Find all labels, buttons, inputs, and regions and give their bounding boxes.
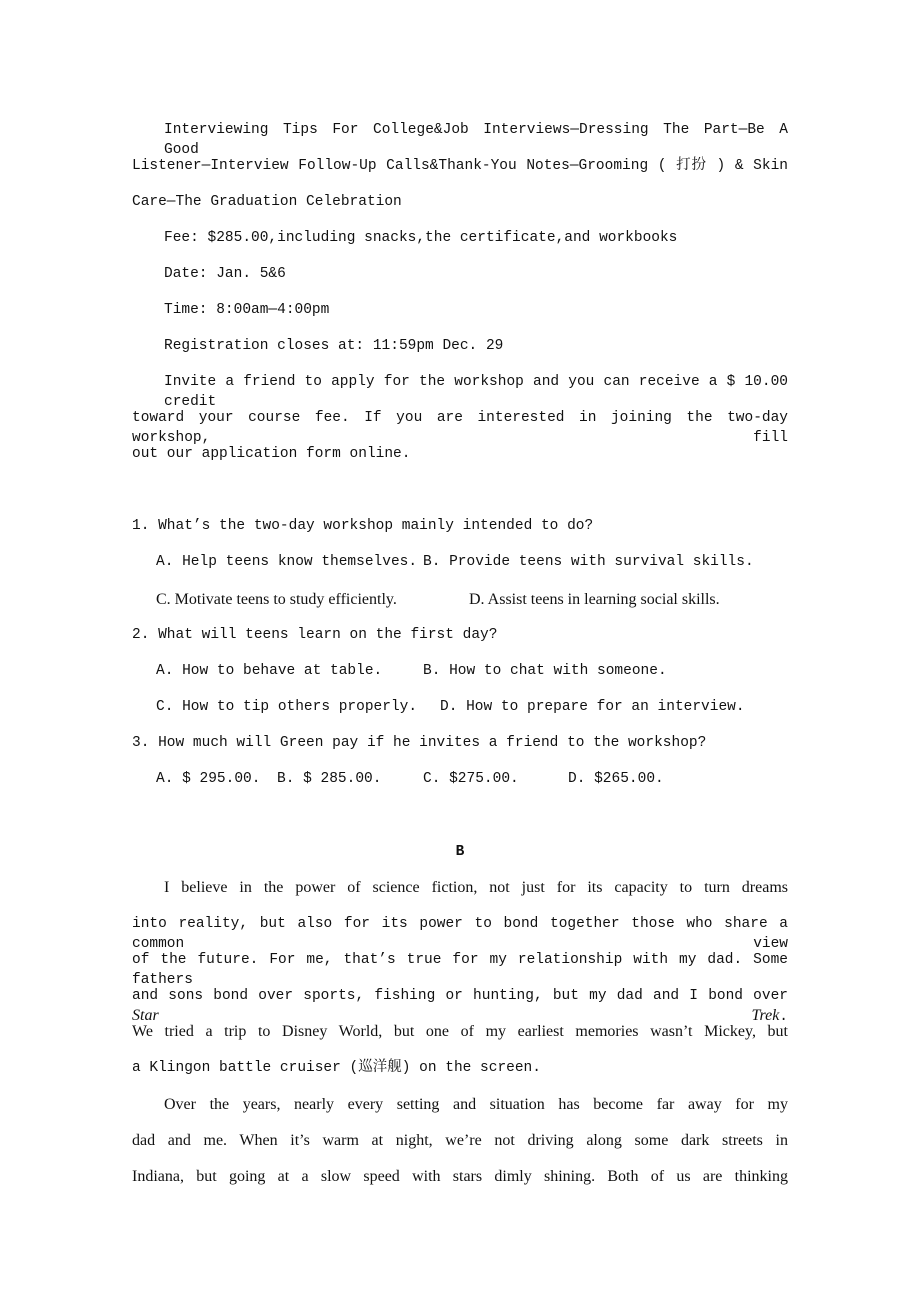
option: B. How to chat with someone. [423,663,667,679]
option: C. Motivate teens to study efficiently. [156,591,397,608]
text-line: Over the years, nearly every setting and situation has become far away for my [164,1096,788,1113]
option: A. Help teens know themselves. [156,554,418,570]
text-segment: . [779,1009,788,1025]
registration-line: Registration closes at: 11:59pm Dec. 29 [164,338,504,354]
text-line: toward your course fee. If you are interested in joining the two-day workshop, fill [132,410,788,446]
text-line: Interviewing Tips For College&Job Interviews—Dressing The Part—Be A Good [164,122,788,158]
text-line: a Klingon battle cruiser (巡洋舰) on the screen. [132,1060,541,1076]
text-line: I believe in the power of science fiction, not just for its capacity to turn dreams [164,879,788,896]
option: B. $ 285.00. [277,771,382,787]
section-heading: B [455,844,465,860]
option: C. $275.00. [423,771,519,787]
text-line: Listener—Interview Follow-Up Calls&Thank-You Notes—Grooming ( 打扮 ) & Skin [132,158,788,174]
option: A. How to behave at table. [156,663,383,679]
text-line: Invite a friend to apply for the workshop and you can receive a $ 10.00 credit [164,374,788,410]
text-line: We tried a trip to Disney World, but one of my earliest memories wasn’t Mickey, but [132,1023,788,1040]
text-line: out our application form online. [132,446,411,462]
question-stem: 3. How much will Green pay if he invites a friend to the workshop? [132,735,707,751]
text-line: Indiana, but going at a slow speed with stars dimly shining. Both of us are thinking [132,1168,788,1185]
text-line [132,986,788,1025]
question-stem: 2. What will teens learn on the first day? [132,627,498,643]
option: B. Provide teens with survival skills. [423,554,754,570]
text-segment: and sons bond over sports, fishing or hunting, but my dad and I bond over [132,988,788,1004]
date-line: Date: Jan. 5&6 [164,266,286,282]
option: A. $ 295.00. [156,771,261,787]
text-line: into reality, but also for its power to bond together those who share a common view [132,916,788,952]
option: D. Assist teens in learning social skills. [469,591,720,608]
title-star-trek: Star Trek [132,1007,780,1024]
time-line: Time: 8:00am—4:00pm [164,302,330,318]
fee-line: Fee: $285.00,including snacks,the certificate,and workbooks [164,230,678,246]
text-line: dad and me. When it’s warm at night, we’re not driving along some dark streets in [132,1132,788,1149]
option: D. $265.00. [568,771,664,787]
text-line: of the future. For me, that’s true for my relationship with my dad. Some fathers [132,952,788,988]
question-stem: 1. What’s the two-day workshop mainly intended to do? [132,518,594,534]
option: C. How to tip others properly. [156,699,418,715]
text-line: Care—The Graduation Celebration [132,194,402,210]
option: D. How to prepare for an interview. [440,699,745,715]
